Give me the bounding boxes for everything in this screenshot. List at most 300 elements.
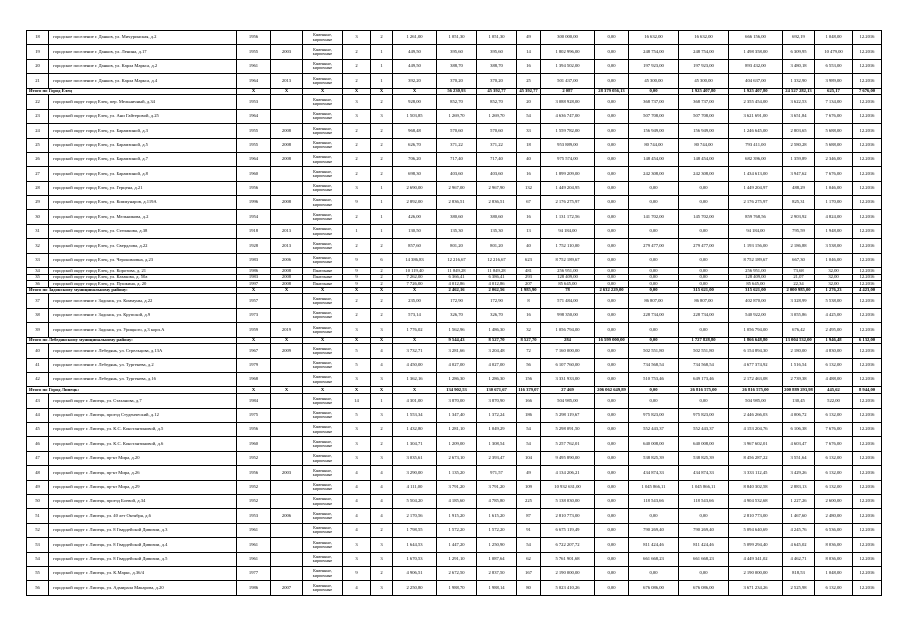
wall-material-cell: Каменные, кирпичные	[303, 538, 343, 552]
table-cell: 4	[343, 523, 371, 537]
address-cell: городской округ город Елец, ул. Степанова, д.38	[49, 224, 237, 238]
address-cell: городской округ г. Липецк, ул. 8 Гвардейской Дивизии, д.3	[49, 523, 237, 537]
address-cell: городской округ город Елец, ул. Коммунаров, д.119А	[49, 196, 237, 210]
table-cell: 85 645,00	[541, 281, 595, 288]
subtotal-cell: 315 621,00	[679, 287, 729, 294]
table-cell: 1	[371, 394, 393, 408]
table-cell: 1 394 502,00	[541, 59, 595, 73]
address-cell: городской округ г. Липецк, пр-кт Мира, д.26	[49, 466, 237, 480]
table-cell: 667,30	[783, 253, 815, 267]
table-cell: 388,70	[437, 59, 477, 73]
table-cell: 1 948,00	[815, 224, 853, 238]
table-cell: 10 119,40	[393, 268, 437, 275]
table-cell: 6 675 119,49	[541, 523, 595, 537]
table-cell: 1961	[237, 523, 271, 537]
subtotal-cell: X	[303, 387, 343, 394]
table-cell: 1 308,54	[477, 437, 517, 451]
table-cell: 3	[343, 31, 371, 45]
table-cell: 1 131 172,56	[541, 210, 595, 224]
table-cell: 1	[371, 45, 393, 59]
table-cell: 12.2016	[853, 74, 882, 88]
table-cell: 1	[371, 210, 393, 224]
table-cell: 2 170,56	[393, 509, 437, 523]
table-cell: 4	[343, 509, 371, 523]
subtotal-cell: 2 462,16	[437, 287, 477, 294]
table-cell: 32,00	[815, 268, 853, 275]
table-row	[27, 466, 882, 480]
table-cell: 31	[27, 224, 49, 238]
address-cell: городской округ город Елец, ул. Барамзиной, д.3	[49, 124, 237, 138]
table-cell: 12.2016	[853, 373, 882, 387]
table-cell: 2 810 773,00	[729, 509, 783, 523]
table-cell: 12.2016	[853, 323, 882, 337]
table-row	[27, 344, 882, 358]
wall-material-cell: Каменные, кирпичные	[303, 224, 343, 238]
wall-material-cell: Каменные, кирпичные	[303, 74, 343, 88]
table-cell: 109	[517, 480, 541, 494]
table-cell: 371,22	[437, 138, 477, 152]
address-cell: городской округ г. Липецк, ул. К.С. Константиновой, д.5	[49, 423, 237, 437]
table-cell: 0,00	[595, 509, 629, 523]
table-cell: 1	[371, 59, 393, 73]
table-cell: 156	[517, 373, 541, 387]
table-cell: 640 008,00	[679, 437, 729, 451]
table-cell: 9	[343, 268, 371, 275]
table-cell: 402 870,00	[729, 294, 783, 308]
table-cell: 12.2016	[853, 167, 882, 181]
table-cell: 5 094 640,69	[729, 523, 783, 537]
table-cell: 2	[371, 566, 393, 580]
table-cell: 1 988,14	[477, 581, 517, 595]
table-cell: 1 359,89	[783, 152, 815, 166]
table-cell: 706,20	[393, 152, 437, 166]
subtotal-cell: 56 230,93	[437, 88, 477, 95]
table-cell: 118 543,66	[679, 495, 729, 509]
subtotal-cell: 7 676,00	[853, 88, 882, 95]
table-cell: 1961	[237, 552, 271, 566]
wall-material-cell: Каменные, кирпичные	[303, 344, 343, 358]
table-cell: 1952	[237, 480, 271, 494]
address-cell: городской округ город Елец, ул. Герцена, д.21	[49, 181, 237, 195]
table-cell: 42	[27, 373, 49, 387]
subtotal-cell: 27 469	[541, 387, 595, 394]
table-cell: 395,60	[437, 45, 477, 59]
table-cell: 570,60	[477, 124, 517, 138]
table-cell: 104	[517, 451, 541, 465]
table-cell: 87	[517, 509, 541, 523]
table-cell: 857,60	[393, 239, 437, 253]
table-cell: 504 985,00	[729, 394, 783, 408]
table-cell: 1 362,16	[393, 373, 437, 387]
table-cell: 3	[343, 538, 371, 552]
table-cell: 1918	[237, 224, 271, 238]
table-cell: 0,00	[679, 274, 729, 281]
subtotal-cell: X	[271, 88, 303, 95]
table-cell: 2 690,00	[393, 181, 437, 195]
table-cell: 228 734,00	[679, 308, 729, 322]
table-cell: 1 562,96	[437, 323, 477, 337]
subtotal-cell: 134 902,53	[437, 387, 477, 394]
table-cell	[271, 95, 303, 109]
table-cell: 5 099 294,40	[729, 538, 783, 552]
table-cell: 2008	[271, 274, 303, 281]
table-cell: 570,60	[437, 124, 477, 138]
table-cell: 12.2016	[853, 538, 882, 552]
table-cell: 0,00	[595, 138, 629, 152]
table-cell: 45 300,00	[679, 74, 729, 88]
table-cell: 54	[27, 552, 49, 566]
table-cell: 1	[371, 181, 393, 195]
table-cell: 67	[517, 196, 541, 210]
table-cell: 1	[371, 196, 393, 210]
table-cell: 1973	[237, 308, 271, 322]
wall-material-cell: Каменные, кирпичные	[303, 45, 343, 59]
table-cell: 0,00	[595, 538, 629, 552]
table-cell: 279 477,00	[679, 239, 729, 253]
table-cell: 12 216,67	[437, 253, 477, 267]
table-cell: 2	[343, 167, 371, 181]
table-cell: 0,00	[629, 566, 679, 580]
subtotal-cell: 8 527,70	[477, 337, 517, 344]
table-cell: 32	[27, 239, 49, 253]
table-cell: 1 752 110,00	[541, 239, 595, 253]
table-cell: 8 036,00	[815, 552, 853, 566]
table-cell: 2 172 463,08	[729, 373, 783, 387]
table-cell: 94 184,00	[729, 224, 783, 238]
table-cell: 6 553,00	[815, 59, 853, 73]
table-cell: 1 286,30	[437, 373, 477, 387]
table-cell: 2	[371, 423, 393, 437]
table-cell: 661 668,23	[629, 552, 679, 566]
table-cell: 207	[517, 281, 541, 288]
subtotal-cell: 625,17	[815, 88, 853, 95]
table-row	[27, 394, 882, 408]
wall-material-cell: Каменные, кирпичные	[303, 294, 343, 308]
table-cell: 1959	[237, 323, 271, 337]
table-cell: 38	[27, 308, 49, 322]
table-cell: 3	[343, 109, 371, 123]
table-cell: 1 467,60	[783, 509, 815, 523]
table-cell: 4 462,71	[783, 552, 815, 566]
table-cell: 4 012,86	[477, 281, 517, 288]
table-cell: 40	[27, 344, 49, 358]
table-row	[27, 358, 882, 372]
table-cell: 9 495 890,00	[541, 451, 595, 465]
address-cell: городской округ город Елец, ул. Ани Гайтеровой, д.25	[49, 109, 237, 123]
table-cell: 80	[517, 581, 541, 595]
table-cell: 2	[371, 281, 393, 288]
wall-material-cell: Каменные, кирпичные	[303, 152, 343, 166]
table-cell: 54	[517, 538, 541, 552]
table-cell: 3 328,99	[783, 294, 815, 308]
table-row	[27, 74, 882, 88]
table-cell: 2	[343, 239, 371, 253]
table-cell: 4 027,00	[437, 358, 477, 372]
table-cell	[271, 373, 303, 387]
table-cell: 1 776,02	[393, 323, 437, 337]
table-cell: 395,60	[477, 45, 517, 59]
table-cell: 3	[343, 437, 371, 451]
table-cell: 1 048,00	[815, 566, 853, 580]
table-cell: 12.2016	[853, 138, 882, 152]
table-cell: 5 538,00	[815, 294, 853, 308]
table-cell: 2 176 275,97	[729, 196, 783, 210]
table-cell: 4 153 204,76	[729, 423, 783, 437]
subtotal-row	[27, 287, 882, 294]
table-cell: 3	[371, 538, 393, 552]
table-cell: 510 753,46	[629, 373, 679, 387]
table-cell: 1960	[237, 167, 271, 181]
table-cell: 2008	[271, 268, 303, 275]
subtotal-cell: X	[271, 387, 303, 394]
table-cell: 20	[27, 59, 49, 73]
table-cell: 0,00	[595, 224, 629, 238]
table-cell: 3 791,20	[477, 480, 517, 494]
table-cell: 1 670,53	[393, 552, 437, 566]
subtotal-cell: 1 925 407,80	[729, 88, 783, 95]
table-cell: 403,60	[437, 167, 477, 181]
table-cell: 2008	[271, 124, 303, 138]
table-cell: 1 899 209,00	[541, 167, 595, 181]
table-cell: 2	[371, 31, 393, 45]
table-cell: 0,00	[595, 437, 629, 451]
table-cell: 5	[343, 408, 371, 422]
table-cell: 538 825,39	[679, 451, 729, 465]
subtotal-cell: 8 944,00	[853, 387, 882, 394]
table-cell: 1 250,90	[477, 538, 517, 552]
table-cell: 1 434 613,00	[729, 167, 783, 181]
table-cell: 6 386,41	[477, 274, 517, 281]
table-cell: 928,00	[393, 95, 437, 109]
table-cell: 1 644,53	[393, 538, 437, 552]
table-cell: 5 257 762,01	[541, 437, 595, 451]
table-cell: 2	[343, 308, 371, 322]
wall-material-cell: Каменные, кирпичные	[303, 109, 343, 123]
table-cell: 2 810 773,00	[541, 509, 595, 523]
table-cell: 801,20	[437, 239, 477, 253]
wall-material-cell: Каменные, кирпичные	[303, 423, 343, 437]
table-cell: 540 922,00	[729, 308, 783, 322]
table-cell: 6 132,00	[815, 466, 853, 480]
table-cell: 50	[27, 495, 49, 509]
table-cell: 35	[27, 274, 49, 281]
table-cell: 0,00	[595, 495, 629, 509]
table-cell: 9	[343, 253, 371, 267]
wall-material-cell: Каменные, кирпичные	[303, 581, 343, 595]
wall-material-cell: Каменные, кирпичные	[303, 566, 343, 580]
table-cell: 0,00	[595, 281, 629, 288]
table-cell: 5 688,00	[815, 124, 853, 138]
table-row	[27, 373, 882, 387]
table-cell: 3 870,00	[437, 394, 477, 408]
table-cell: 661 668,23	[679, 552, 729, 566]
table-row	[27, 138, 882, 152]
address-cell: городской округ город Елец, ул. Барамзиной, д.5	[49, 138, 237, 152]
table-cell: 2 180,00	[783, 344, 815, 358]
table-cell: 43	[27, 394, 49, 408]
table-cell: 6 132,00	[815, 451, 853, 465]
subtotal-cell: 78	[541, 287, 595, 294]
table-cell: 7 134,00	[815, 95, 853, 109]
table-cell: 12.2016	[853, 437, 882, 451]
table-cell: 1 988,70	[437, 581, 477, 595]
subtotal-cell: 284	[541, 337, 595, 344]
table-cell: 2 967,90	[477, 181, 517, 195]
table-cell: 37	[27, 294, 49, 308]
table-row	[27, 210, 882, 224]
table-cell: 279 477,00	[629, 239, 679, 253]
table-cell: 3 055,86	[783, 308, 815, 322]
table-cell: 1 503,85	[393, 109, 437, 123]
subtotal-row	[27, 337, 882, 344]
wall-material-cell: Каменные, кирпичные	[303, 308, 343, 322]
table-cell: 1 516,54	[783, 358, 815, 372]
subtotal-cell: X	[343, 337, 371, 344]
wall-material-cell: Каменные, кирпичные	[303, 95, 343, 109]
table-cell: 12.2016	[853, 109, 882, 123]
table-cell: 228 734,00	[629, 308, 679, 322]
table-cell: 1961	[237, 59, 271, 73]
table-cell: 0,00	[679, 566, 729, 580]
subtotal-cell: X	[393, 337, 437, 344]
table-cell: 1 049,29	[477, 423, 517, 437]
table-cell: 0,00	[679, 394, 729, 408]
subtotal-cell: 0,00	[629, 387, 679, 394]
table-cell: 12.2016	[853, 268, 882, 275]
table-cell: 1 046,00	[815, 181, 853, 195]
table-cell: 552 443,37	[629, 423, 679, 437]
table-cell	[271, 437, 303, 451]
table-cell: 1956	[237, 31, 271, 45]
address-cell: городской округ город Елец, ул. Пушкина, д. 20	[49, 281, 237, 288]
address-cell: городское поселение г. Данков, ул. Мичуринская, д.2	[49, 31, 237, 45]
table-cell: 2013	[271, 239, 303, 253]
table-cell: 7 262,00	[393, 274, 437, 281]
table-cell: 676 086,00	[679, 581, 729, 595]
table-cell: 73,68	[783, 268, 815, 275]
table-cell: 3	[371, 451, 393, 465]
table-cell: 12.2016	[853, 581, 882, 595]
table-cell: 3	[343, 423, 371, 437]
table-cell: 80 744,00	[679, 138, 729, 152]
address-cell: городской округ город Елец, ул. Черокимовна, д.23	[49, 253, 237, 267]
table-cell: 4 645,02	[783, 538, 815, 552]
table-cell: 25	[27, 138, 49, 152]
table-cell: 3 870,90	[477, 394, 517, 408]
table-cell: 3 989,00	[815, 74, 853, 88]
table-cell: 135,30	[477, 224, 517, 238]
subtotal-label: Итого по Город Липецк:	[27, 387, 237, 394]
table-cell: 971,57	[477, 466, 517, 480]
table-cell: 7 160 000,00	[541, 344, 595, 358]
table-cell: 172,90	[477, 294, 517, 308]
table-cell: 12.2016	[853, 196, 882, 210]
table-cell: 1 615,20	[477, 509, 517, 523]
wall-material-cell: Каменные, кирпичные	[303, 323, 343, 337]
wall-material-cell: Панельные	[303, 274, 343, 281]
table-cell: 3 538,00	[815, 239, 853, 253]
table-cell: 4	[371, 466, 393, 480]
table-cell: 9	[343, 281, 371, 288]
table-cell: 3 551,64	[783, 451, 815, 465]
table-cell: 0,00	[679, 196, 729, 210]
table-cell: 2	[371, 152, 393, 166]
table-cell: 32,00	[815, 274, 853, 281]
table-cell: 1 802 996,00	[541, 45, 595, 59]
table-cell: 54	[517, 423, 541, 437]
table-cell: 172,90	[437, 294, 477, 308]
table-cell: 6 107 760,00	[541, 358, 595, 372]
table-cell: 0,00	[595, 196, 629, 210]
table-cell	[271, 109, 303, 123]
table-cell: 12.2016	[853, 239, 882, 253]
table-cell: 12 216,67	[477, 253, 517, 267]
table-cell: 1 281,10	[437, 423, 477, 437]
table-cell: 998 350,00	[541, 308, 595, 322]
table-cell: 5 688,00	[815, 138, 853, 152]
table-cell: 2	[343, 45, 371, 59]
table-cell: 1997	[237, 281, 271, 288]
table-cell: 2	[371, 523, 393, 537]
table-cell: 2	[371, 274, 393, 281]
table-cell: 676 086,00	[629, 581, 679, 595]
subtotal-cell: X	[343, 287, 371, 294]
table-cell: 45 300,00	[629, 74, 679, 88]
table-cell: 0,00	[679, 323, 729, 337]
table-cell: 6	[371, 253, 393, 267]
table-cell: 300 000,00	[541, 31, 595, 45]
table-cell: 640 008,00	[629, 437, 679, 451]
table-cell: 33	[517, 124, 541, 138]
table-cell: 156 949,00	[679, 124, 729, 138]
address-cell: городской округ город Елец, пер. Мельничный, д.34	[49, 95, 237, 109]
table-cell: 404 637,00	[729, 74, 783, 88]
table-cell: 0,00	[595, 253, 629, 267]
table-cell: 1984	[237, 394, 271, 408]
table-cell: 0,00	[595, 451, 629, 465]
table-cell: 72	[517, 344, 541, 358]
table-cell: 692,19	[783, 31, 815, 45]
table-cell: 1952	[237, 451, 271, 465]
table-cell: 4 449 341,02	[729, 552, 783, 566]
table-cell: 449,50	[393, 59, 437, 73]
table-cell: 1 048,00	[815, 31, 853, 45]
table-cell: 4 677 374,92	[729, 358, 783, 372]
table-body	[27, 31, 882, 596]
table-cell: 12.2016	[853, 552, 882, 566]
table-cell: 1 209,00	[437, 437, 477, 451]
subtotal-label: Итого по Задонскому муниципальному району:	[27, 287, 237, 294]
table-cell: 5	[343, 358, 371, 372]
table-row	[27, 480, 882, 494]
table-cell: 968,48	[393, 124, 437, 138]
table-cell: 47	[27, 451, 49, 465]
table-cell: 481	[517, 268, 541, 275]
table-cell: 6 132,00	[815, 480, 853, 494]
table-cell: 1986	[237, 581, 271, 595]
table-cell: 3 480,18	[783, 59, 815, 73]
table-cell: 2	[371, 294, 393, 308]
table-cell: 811 424,46	[629, 538, 679, 552]
table-cell: 0,00	[679, 268, 729, 275]
table-cell: 4 185,60	[437, 495, 477, 509]
table-cell: 1 046,00	[815, 253, 853, 267]
subtotal-cell: 13 004 532,00	[783, 337, 815, 344]
wall-material-cell: Каменные, кирпичные	[303, 358, 343, 372]
address-cell: городской округ город Елец, ул. Свердлова, д.22	[49, 239, 237, 253]
table-cell: 801,20	[477, 239, 517, 253]
table-cell: 1 915,20	[437, 509, 477, 523]
